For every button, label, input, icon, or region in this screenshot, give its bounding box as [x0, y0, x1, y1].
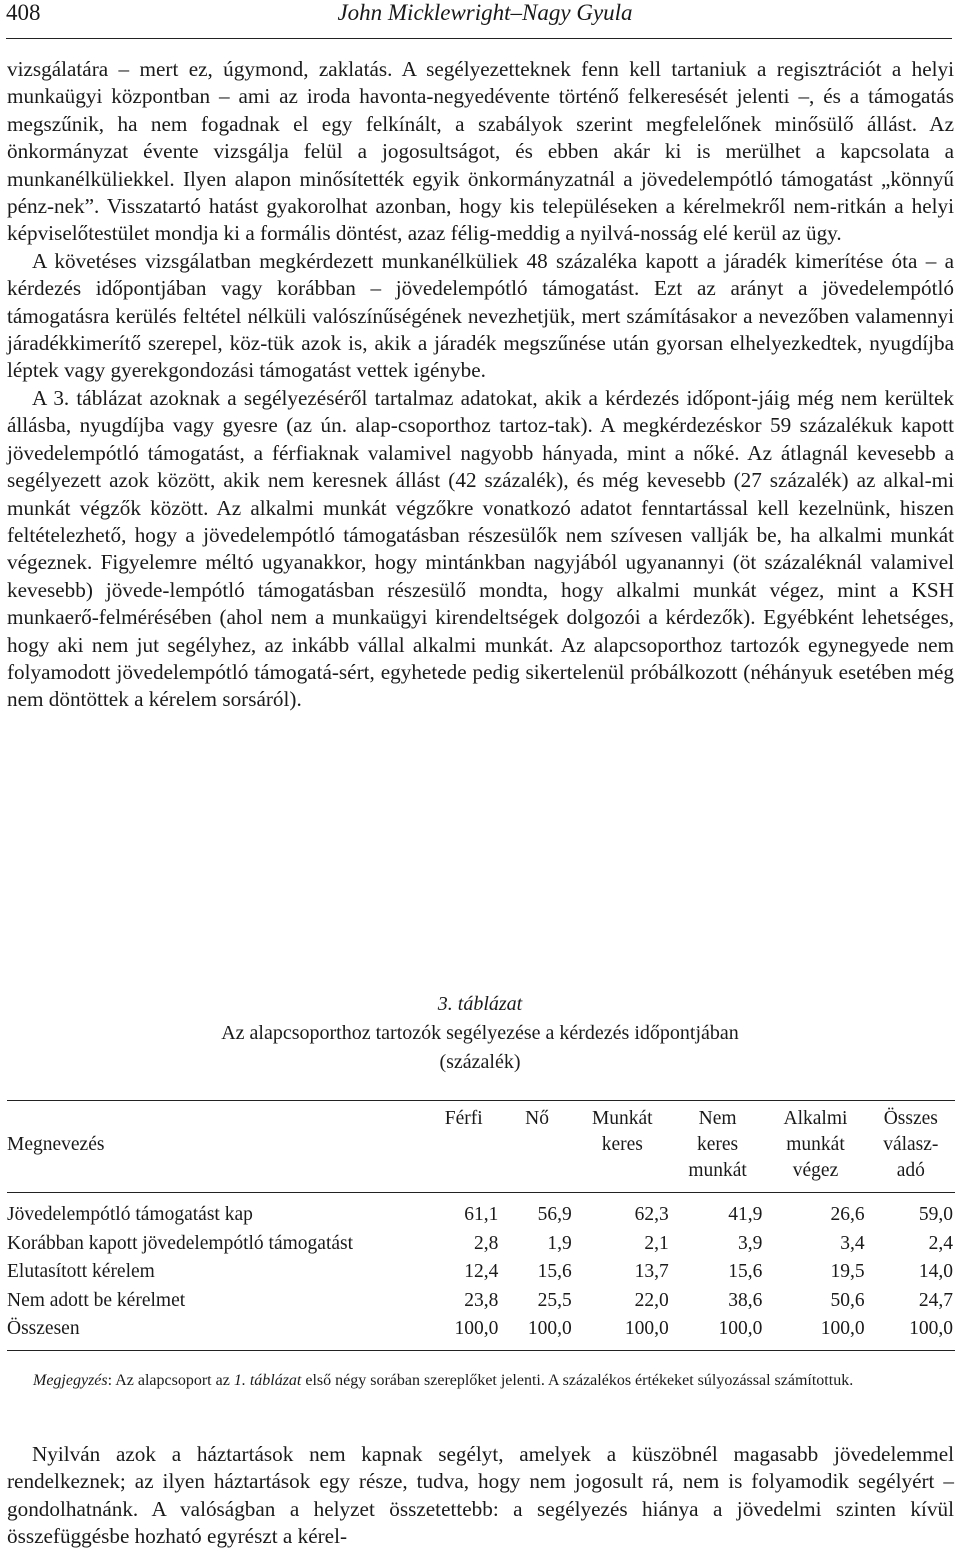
- column-header: Alkalmi munkát végez: [783, 1108, 848, 1181]
- paragraph: A 3. táblázat azoknak a segélyezéséről tartalmaz adatokat, akik a kérdezés időpont-jáig még nem kerültek állásba, nyugdíjba vagy gyesre (az ún. alap-csoporthoz tartoz-tak). A megkérdezéskor 59 százalékuk kapott jövedelempótló támogatást, a férfiaknak valamivel nagyobb hányada, mint a nőké. Az átlagnál kevesebb a segélyezett azok között, akik nem keresnek állást (42 százalék), és még kevesebb (27 százalék) az alkal-mi munkát végzők között. Az alkalmi munkát végzőkre vonatkozó adatot fenntartással kell kezelnünk, hiszen feltételezhető, hogy a jövedelempótló támogatásban részesülők nem szívesen vallják be, ha alkalmi munkát végeznek. Figyelemre méltó ugyanakkor, hogy mintánkban nagyjából ugyanannyi (öt százaléknál valamivel kevesebb) jövede-lempótló támogatásban részesülő mondta, hogy alkalmi munkát végez, mint a KSH munkaerő-felmérésében (ahol nem a munkaügyi kirendeltségek dolgozói a kérdezők). Egyébként lehetséges, hogy aki nem jut segélyhez, az inkább vállal alkalmi munkát. Az alapcsoporthoz tartozók egynegyede nem folyamodott jövedelempótló támogatá-sért, egyhetede pedig sikertelenül próbálkozott (néhányuk esetében még nem döntöttek a kérelem sorsáról).: [7, 385, 954, 712]
- table-cell: 41,9: [728, 1204, 763, 1225]
- table-cell: 3,4: [840, 1232, 865, 1254]
- table-cell: 13,7: [634, 1261, 669, 1282]
- column-header: Nem keres munkát: [688, 1108, 747, 1181]
- table-cell: 61,1: [464, 1204, 499, 1225]
- paragraph: A követéses vizsgálatban megkérdezett munkanélküliek 48 százaléka kapott a járadék kimerítése óta – a kérdezés időpontjában vagy korábban – jövedelempótló támogatást. Ezt az arányt a jövedelempótló támogatásra kerülés feltétel nélküli valószínűségének nevezhetjük, mert számításakor a nevezőben valamennyi járadékkimerítő szerepel, köz-tük azok is, akik a járadék megszűnése után gyorsan elhelyezkedtek, nyugdíjba léptek vagy gyerekgondozási támogatást vettek igénybe.: [7, 248, 954, 383]
- table-cell: 19,5: [830, 1261, 865, 1282]
- page-number: 408: [6, 0, 41, 25]
- table-cell: 23,8: [464, 1289, 499, 1311]
- table-cell: 22,0: [634, 1289, 669, 1311]
- running-title: John Micklewright–Nagy Gyula: [337, 0, 633, 25]
- note-text: : Az alapcsoport az: [107, 1372, 234, 1389]
- table-row: [7, 1287, 955, 1316]
- data-table: [7, 1100, 955, 1351]
- table-note: [7, 1370, 955, 1393]
- table-cell: 2,8: [474, 1232, 499, 1254]
- body-text-top: [7, 56, 954, 714]
- table-cell: 15,6: [728, 1261, 763, 1282]
- note-label: Megjegyzés: [33, 1372, 108, 1389]
- table-cell: 14,0: [918, 1261, 953, 1282]
- table-cell: 62,3: [634, 1204, 669, 1225]
- column-header: Megnevezés: [7, 1134, 105, 1155]
- table-row: [7, 1193, 955, 1230]
- table-cell: 26,6: [830, 1204, 865, 1225]
- table-cell: 100,0: [909, 1318, 953, 1339]
- table-unit: (százalék): [439, 1051, 521, 1073]
- table-row: [7, 1315, 955, 1350]
- table-cell: 15,6: [537, 1261, 572, 1282]
- table-cell: 59,0: [918, 1204, 953, 1225]
- table-cell: 2,4: [928, 1232, 953, 1254]
- table-cell: 3,9: [738, 1232, 763, 1254]
- table-row: [7, 1230, 955, 1259]
- table-cell: 38,6: [728, 1289, 763, 1311]
- page-header: [6, 0, 952, 39]
- table-cell: 100,0: [624, 1318, 669, 1339]
- table-cell: 12,4: [464, 1261, 499, 1282]
- table-caption: [0, 990, 960, 1077]
- body-text-bottom: [7, 1441, 954, 1551]
- table-cell: 1,9: [547, 1232, 572, 1254]
- column-header: Nő: [525, 1108, 549, 1129]
- row-label: Jövedelempótló támogatást kap: [7, 1204, 253, 1225]
- table-cell: 56,9: [537, 1204, 572, 1225]
- table-cell: 100,0: [820, 1318, 865, 1339]
- row-label: Nem adott be kérelmet: [7, 1289, 186, 1311]
- table-cell: 24,7: [918, 1289, 953, 1311]
- column-header: Munkát keres: [591, 1108, 653, 1155]
- table-cell: 100,0: [718, 1318, 763, 1339]
- table-header-row: [7, 1101, 955, 1193]
- table-cell: 50,6: [830, 1289, 865, 1311]
- table-cell: 25,5: [537, 1289, 572, 1311]
- table-label: 3. táblázat: [437, 993, 523, 1015]
- table-cell: 100,0: [527, 1318, 572, 1339]
- row-label: Összesen: [7, 1318, 80, 1339]
- column-header: Férfi: [444, 1108, 483, 1129]
- row-label: Korábban kapott jövedelempótló támogatást: [7, 1232, 354, 1254]
- paragraph: Nyilván azok a háztartások nem kapnak segélyt, amelyek a küszöbnél magasabb jövedelemmel rendelkeznek; az ilyen háztartások egy része, tudva, hogy nem jogosult rá, nem is folyamodik segélyért – gondolhatnánk. A valóságban a helyzet összetettebb: a segélyezés hiánya a jövedelmi szinten kívül összefüggésbe hozható egyrészt a kérel-: [7, 1442, 954, 1549]
- table-row: [7, 1258, 955, 1287]
- table-cell: 100,0: [454, 1318, 499, 1339]
- table-cell: 2,1: [644, 1232, 669, 1254]
- note-text: első négy sorában szereplőket jelenti. A százalékos értékeket súlyozással számítottuk.: [301, 1372, 854, 1389]
- column-header: Összes válasz- adó: [883, 1108, 939, 1181]
- paragraph: vizsgálatára – mert ez, úgymond, zaklatás. A segélyezetteknek fenn kell tartaniuk a regisztrációt a helyi munkaügyi központban – ami az iroda havonta-negyedévente történő felkeresését jelenti –, és a támogatás megszűnik, ha nem fogadnak el egy felkínált, a szabályok szerint megfelelőnek minősülő állást. Az önkormányzat évente vizsgálja felül a jogosultságot, és ebben akár ki is merülhet a kapcsolata a munkanélküliekkel. Ilyen alapon minősítették egyik önkormányzatnál a jövedelempótló támogatást „könnyű pénz-nek”. Visszatartó hatást gyakorolhat azonban, hogy kis településeken a kérelmekről nem-ritkán a helyi képviselőtestület mondja ki a formális döntést, azaz félig-meddig a nyilvá-nosság elé kerül az ügy.: [7, 57, 954, 246]
- note-table-ref: 1. táblázat: [233, 1372, 302, 1389]
- table-title: Az alapcsoporthoz tartozók segélyezése a kérdezés időpontjában: [221, 1022, 739, 1044]
- row-label: Elutasított kérelem: [7, 1261, 155, 1282]
